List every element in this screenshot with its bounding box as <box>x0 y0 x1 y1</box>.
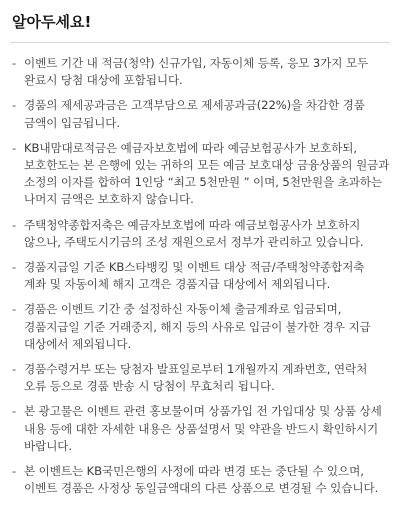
bullet-dash: - <box>12 362 17 377</box>
notice-item-text: 경품지급일 기준 KB스타뱅킹 및 이벤트 대상 적금/주택청약종합저축 계좌 및 자동이체 해지 고객은 경품지급 대상에서 제외됩니다. <box>24 260 365 292</box>
notice-item-text: 주택청약종합저축은 예금자보호법에 따라 예금보험공사가 보호하지 않으나, 주택도시기금의 조성 재원으로서 정부가 관리하고 있습니다. <box>24 217 364 249</box>
title-divider <box>10 42 390 43</box>
notice-item-text: 경품수령거부 또는 당첨자 발표일로부터 1개월까지 계좌번호, 연락처 오류 등으로 경품 반송 시 당첨이 무효처리 됩니다. <box>24 362 368 394</box>
bullet-dash: - <box>12 217 17 232</box>
notice-item-text: 본 이벤트는 KB국민은행의 사정에 따라 변경 또는 중단될 수 있으며, 이벤트 경품은 사정상 동일금액대의 다른 상품으로 변경될 수 있습니다. <box>24 464 379 496</box>
bullet-dash: - <box>12 464 17 479</box>
notice-item-text: KB내맘대로적금은 예금자보호법에 따라 예금보험공사가 보호하되, 보호한도는 본 은행에 있는 귀하의 모든 예금 보호대상 금융상품의 원금과 소정의 이자를 합하여 1인당 “최고 5천만원 ” 이며, 5천만원을 초과하는 나머지 금액은 보호하지 않습니다. <box>24 140 390 207</box>
notice-item <box>10 97 390 131</box>
notice-list <box>10 55 390 497</box>
notice-item <box>10 463 390 497</box>
notice-item <box>10 55 390 89</box>
notice-item-text: 경품의 제세공과금은 고객부담으로 제세공과금(22%)을 차감한 경품 금액이 입금됩니다. <box>24 98 365 130</box>
bullet-dash: - <box>12 140 17 155</box>
notice-item <box>10 403 390 455</box>
notice-item-text: 본 광고물은 이벤트 관련 홍보물이며 상품가입 전 가입대상 및 상품 상세 내용 등에 대한 자세한 내용은 상품설명서 및 약관을 반드시 확인하시기 바랍니다. <box>24 404 382 453</box>
bullet-dash: - <box>12 260 17 275</box>
notice-item-text: 이벤트 기간 내 적금(청약) 신규가입, 자동이체 등록, 응모 3가지 모두 완료시 당첨 대상에 포함됩니다. <box>24 56 369 88</box>
notice-item <box>10 259 390 293</box>
notice-item <box>10 301 390 353</box>
notice-item <box>10 361 390 395</box>
notice-item <box>10 140 390 209</box>
bullet-dash: - <box>12 302 17 317</box>
bullet-dash: - <box>12 404 17 419</box>
bullet-dash: - <box>12 98 17 113</box>
notice-item-text: 경품은 이벤트 기간 중 설정하신 자동이체 출금계좌로 입금되며, 경품지급일 기준 거래중지, 해지 등의 사유로 입금이 불가한 경우 지급 대상에서 제외됩니다. <box>24 302 371 351</box>
bullet-dash: - <box>12 56 17 70</box>
notice-item <box>10 217 390 251</box>
notice-title: 알아두세요! <box>12 13 92 31</box>
